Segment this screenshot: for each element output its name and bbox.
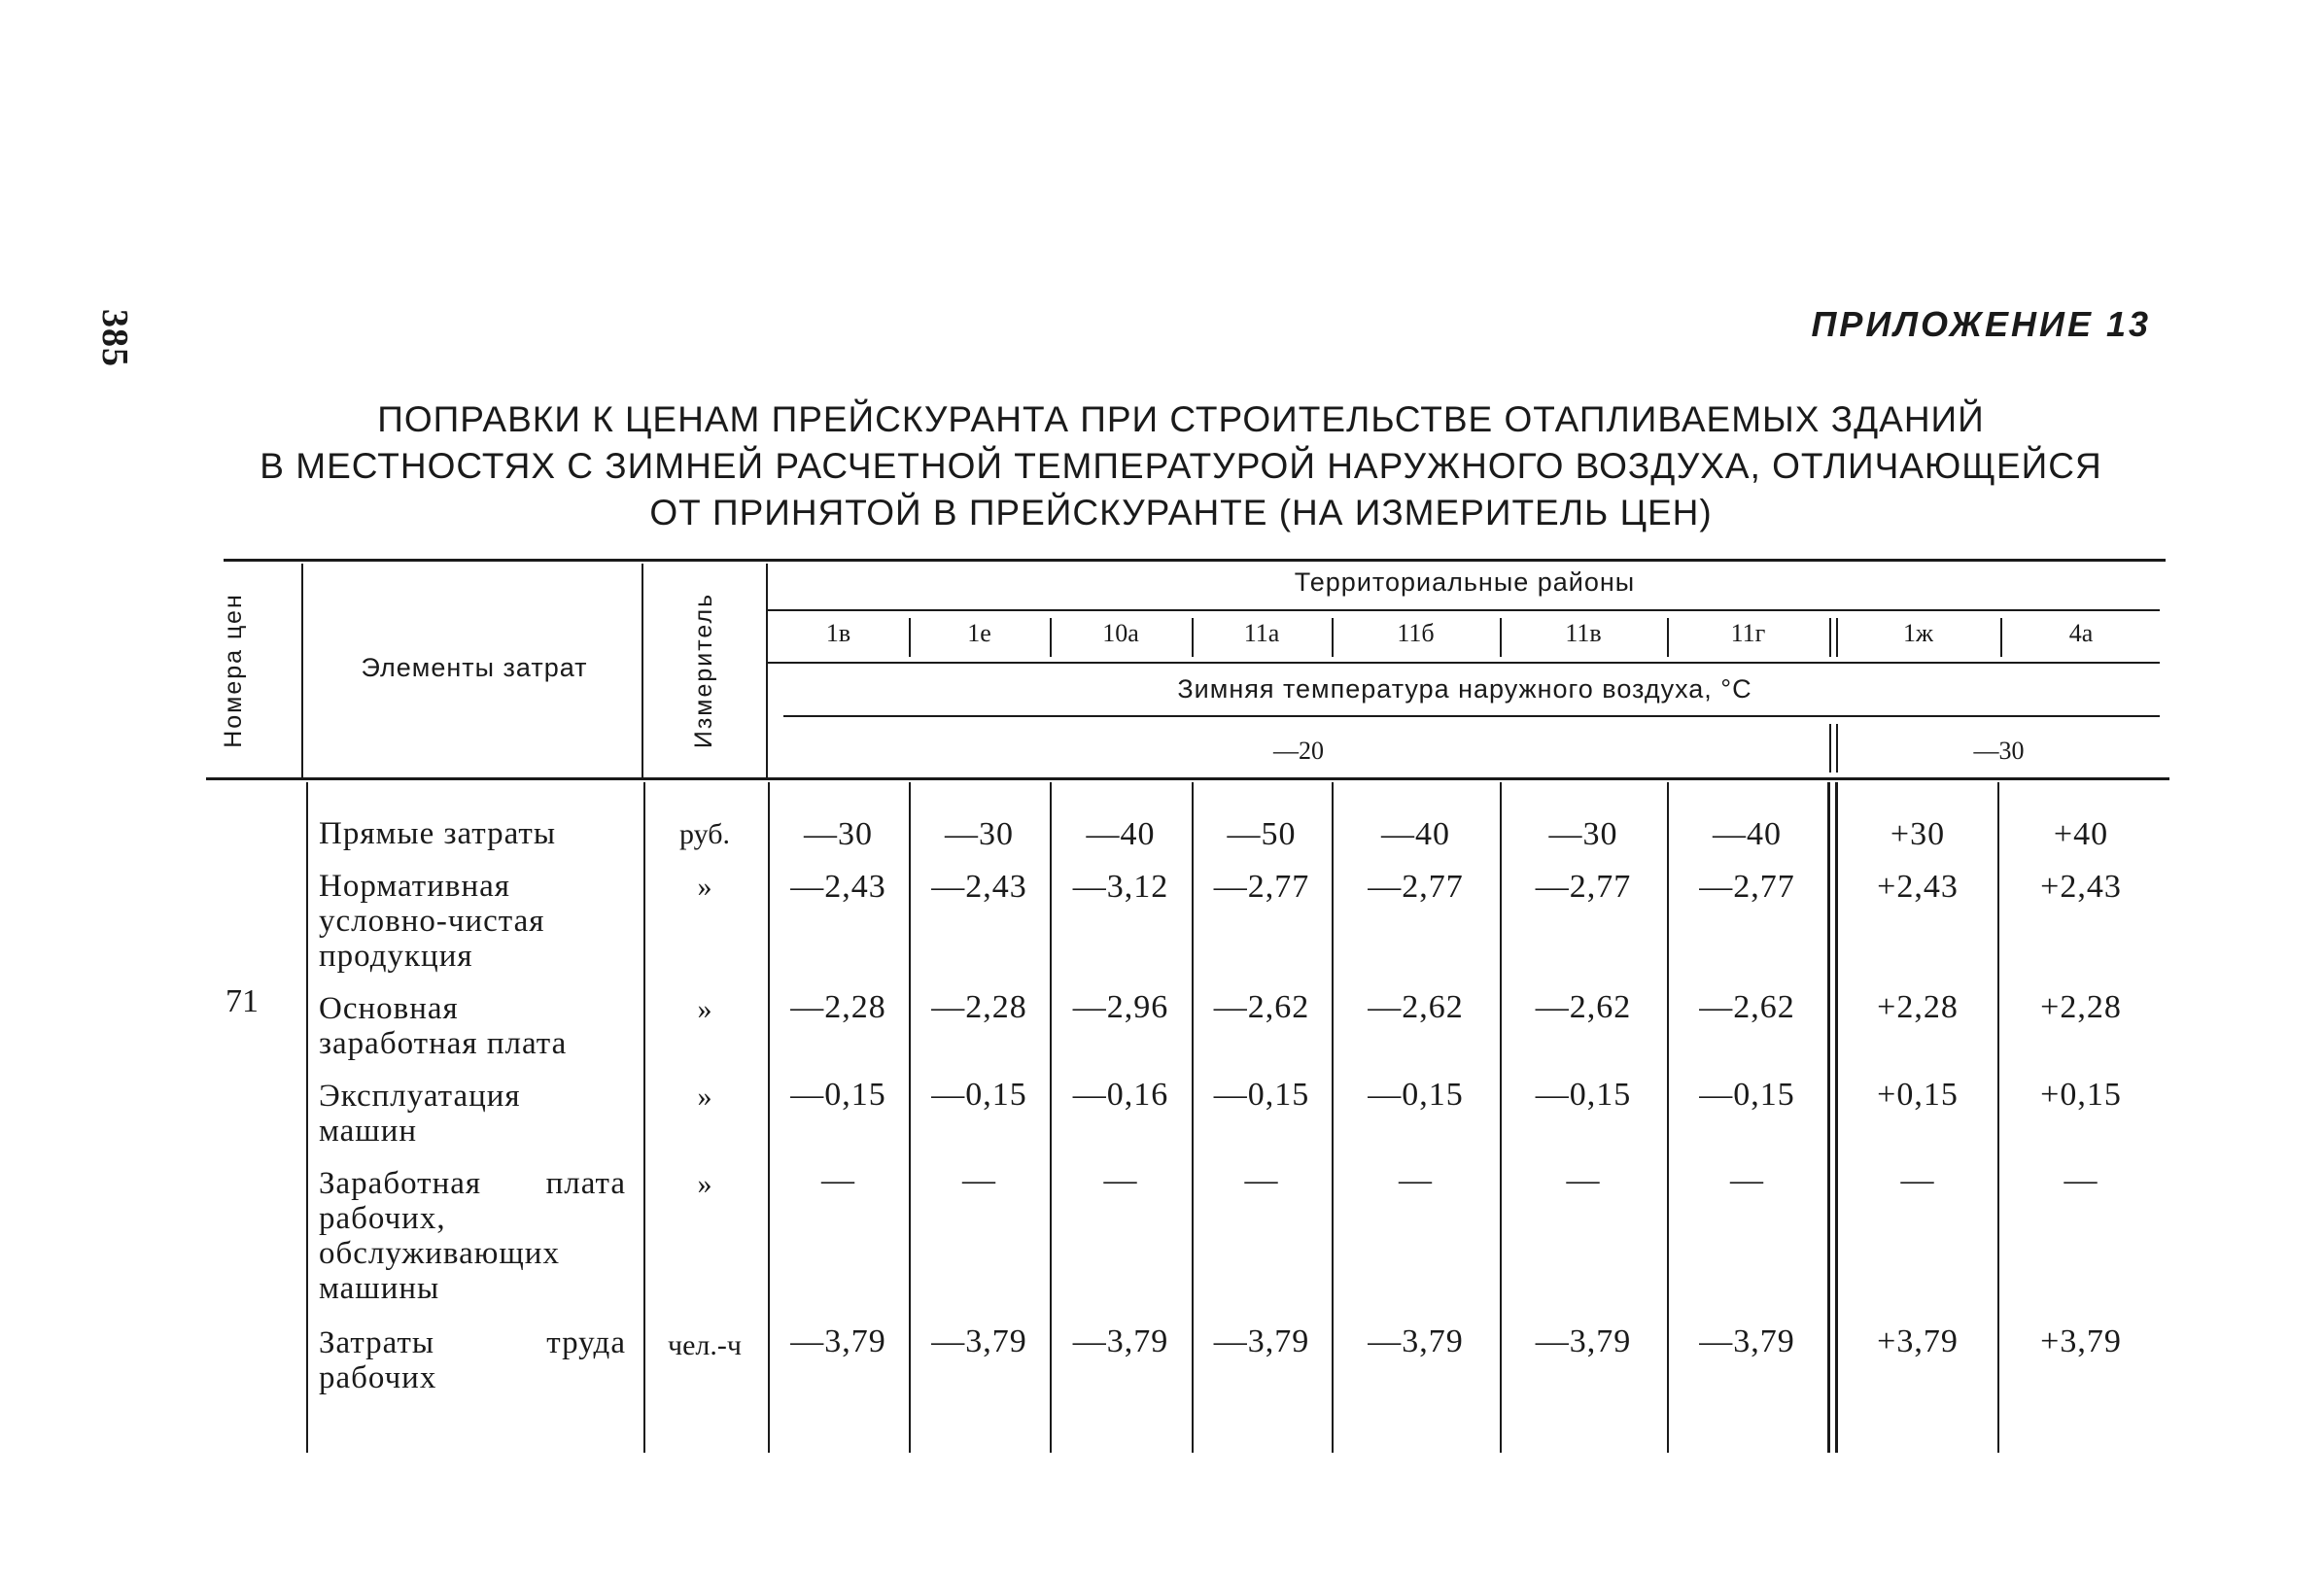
value-cell: —2,43 — [931, 869, 1027, 905]
appendix-label: ПРИЛОЖЕНИЕ 13 — [1811, 304, 2151, 344]
document-title — [194, 396, 2168, 536]
value-cell: +3,79 — [2040, 1323, 2122, 1359]
value-cell: —2,96 — [1072, 989, 1169, 1025]
body-divider — [1827, 782, 1830, 1453]
value-cell: +2,28 — [1877, 989, 1959, 1025]
title-line: ПОПРАВКИ К ЦЕНАМ ПРЕЙСКУРАНТА ПРИ СТРОИТЕЛЬСТВЕ ОТАПЛИВАЕМЫХ ЗДАНИЙ — [377, 399, 1985, 439]
value-cell: —30 — [804, 816, 873, 852]
value-cell: — — [1244, 1162, 1279, 1198]
value-cell: — — [1730, 1162, 1764, 1198]
value-cell: —40 — [1713, 816, 1782, 852]
value-cell: — — [1103, 1162, 1138, 1198]
district-divider — [1829, 618, 1831, 657]
row-label-basic-wages: Основная заработная плата — [319, 991, 568, 1061]
value-cell: +40 — [2053, 816, 2109, 852]
header-bottom-rule — [206, 777, 2169, 780]
temperature-header: Зимняя температура наружного воздуха, °С — [1177, 674, 1752, 704]
value-cell: —2,62 — [1213, 989, 1310, 1025]
district-1e: 1е — [967, 619, 991, 647]
title-line: В МЕСТНОСТЯХ С ЗИМНЕЙ РАСЧЕТНОЙ ТЕМПЕРАТУРОЙ НАРУЖНОГО ВОЗДУХА, ОТЛИЧАЮЩЕЙСЯ — [260, 446, 2102, 486]
districts-rule — [768, 609, 2160, 611]
value-cell: —3,79 — [1072, 1323, 1169, 1359]
value-cell: +3,79 — [1877, 1323, 1959, 1359]
district-11a: 11а — [1243, 619, 1280, 647]
value-cell: —2,28 — [931, 989, 1027, 1025]
district-11b: 11б — [1397, 619, 1435, 647]
value-cell: —2,43 — [790, 869, 886, 905]
value-cell: —0,15 — [1535, 1077, 1632, 1113]
districts-header: Территориальные районы — [1294, 567, 1636, 597]
row-unit: » — [697, 871, 712, 903]
district-11g: 11г — [1730, 619, 1766, 647]
price-number: 71 — [225, 983, 259, 1019]
value-cell: —0,15 — [1368, 1077, 1464, 1113]
row-label-direct-costs: Прямые затраты — [319, 816, 557, 851]
value-cell: —3,79 — [1535, 1323, 1632, 1359]
value-cell: —2,62 — [1699, 989, 1795, 1025]
body-divider — [306, 782, 308, 1453]
value-cell: +0,15 — [1877, 1077, 1959, 1113]
row-unit: » — [697, 993, 712, 1025]
value-cell: — — [962, 1162, 996, 1198]
value-cell: —2,77 — [1368, 869, 1464, 905]
value-cell: —2,77 — [1699, 869, 1795, 905]
value-cell: +2,43 — [2040, 869, 2122, 905]
value-cell: +30 — [1890, 816, 1946, 852]
value-cell: —3,12 — [1072, 869, 1169, 905]
value-cell: —2,28 — [790, 989, 886, 1025]
row-label-machine-operation: Эксплуатация машин — [319, 1079, 521, 1149]
district-1v: 1в — [825, 619, 851, 647]
value-cell: —50 — [1227, 816, 1297, 852]
value-cell: —40 — [1381, 816, 1450, 852]
value-cell: —0,15 — [790, 1077, 886, 1113]
value-cell: —3,79 — [1368, 1323, 1464, 1359]
value-cell: — — [2064, 1162, 2099, 1198]
value-cell: —30 — [945, 816, 1014, 852]
value-cell: — — [1399, 1162, 1433, 1198]
value-cell: —0,16 — [1072, 1077, 1169, 1113]
district-10a: 10а — [1102, 619, 1139, 647]
header-divider — [642, 564, 643, 777]
value-cell: —2,77 — [1535, 869, 1632, 905]
district-1zh: 1ж — [1903, 619, 1933, 647]
value-cell: — — [1900, 1162, 1935, 1198]
header-divider — [301, 564, 303, 777]
table-top-rule — [224, 559, 2166, 562]
value-cell: —2,62 — [1368, 989, 1464, 1025]
value-cell: —3,79 — [1213, 1323, 1310, 1359]
value-cell: —0,15 — [931, 1077, 1027, 1113]
row-unit: » — [697, 1081, 712, 1113]
district-4a: 4а — [2068, 619, 2094, 647]
page-number: 385 — [94, 309, 135, 367]
value-cell: —2,62 — [1535, 989, 1632, 1025]
value-cell: —3,79 — [790, 1323, 886, 1359]
row-label-labor-costs: Затраты труда рабочих — [319, 1325, 626, 1395]
value-cell: +2,43 — [1877, 869, 1959, 905]
value-cell: —0,15 — [1213, 1077, 1310, 1113]
row-unit: » — [697, 1168, 712, 1200]
cost-elements-header: Элементы затрат — [361, 653, 588, 682]
value-cell: —0,15 — [1699, 1077, 1795, 1113]
value-cell: — — [1566, 1162, 1601, 1198]
row-label-normative-product: Нормативная условно-чистая продукция — [319, 869, 545, 974]
row-label-machine-workers-wages: Заработная плата рабочих, обслуживающих машины — [319, 1166, 626, 1306]
district-codes-rule — [768, 662, 2160, 664]
district-11v: 11в — [1565, 619, 1602, 647]
temperature-group-30: —30 — [1973, 737, 2025, 765]
value-cell: +2,28 — [2040, 989, 2122, 1025]
value-cell: —2,77 — [1213, 869, 1310, 905]
value-cell: — — [821, 1162, 855, 1198]
row-unit: чел.-ч — [668, 1329, 742, 1361]
value-cell: —3,79 — [1699, 1323, 1795, 1359]
title-line: ОТ ПРИНЯТОЙ В ПРЕЙСКУРАНТЕ (НА ИЗМЕРИТЕЛЬ ЦЕН) — [649, 493, 1713, 532]
value-cell: —3,79 — [931, 1323, 1027, 1359]
value-cell: +0,15 — [2040, 1077, 2122, 1113]
price-numbers-header: Номера цен — [220, 593, 247, 748]
value-cell: —40 — [1086, 816, 1156, 852]
value-cell: —30 — [1548, 816, 1618, 852]
row-unit: руб. — [679, 818, 730, 850]
temperature-divider — [1829, 724, 1831, 773]
temperature-rule — [783, 715, 2160, 717]
temperature-group-20: —20 — [1273, 737, 1324, 765]
unit-header: Измеритель — [690, 592, 717, 749]
